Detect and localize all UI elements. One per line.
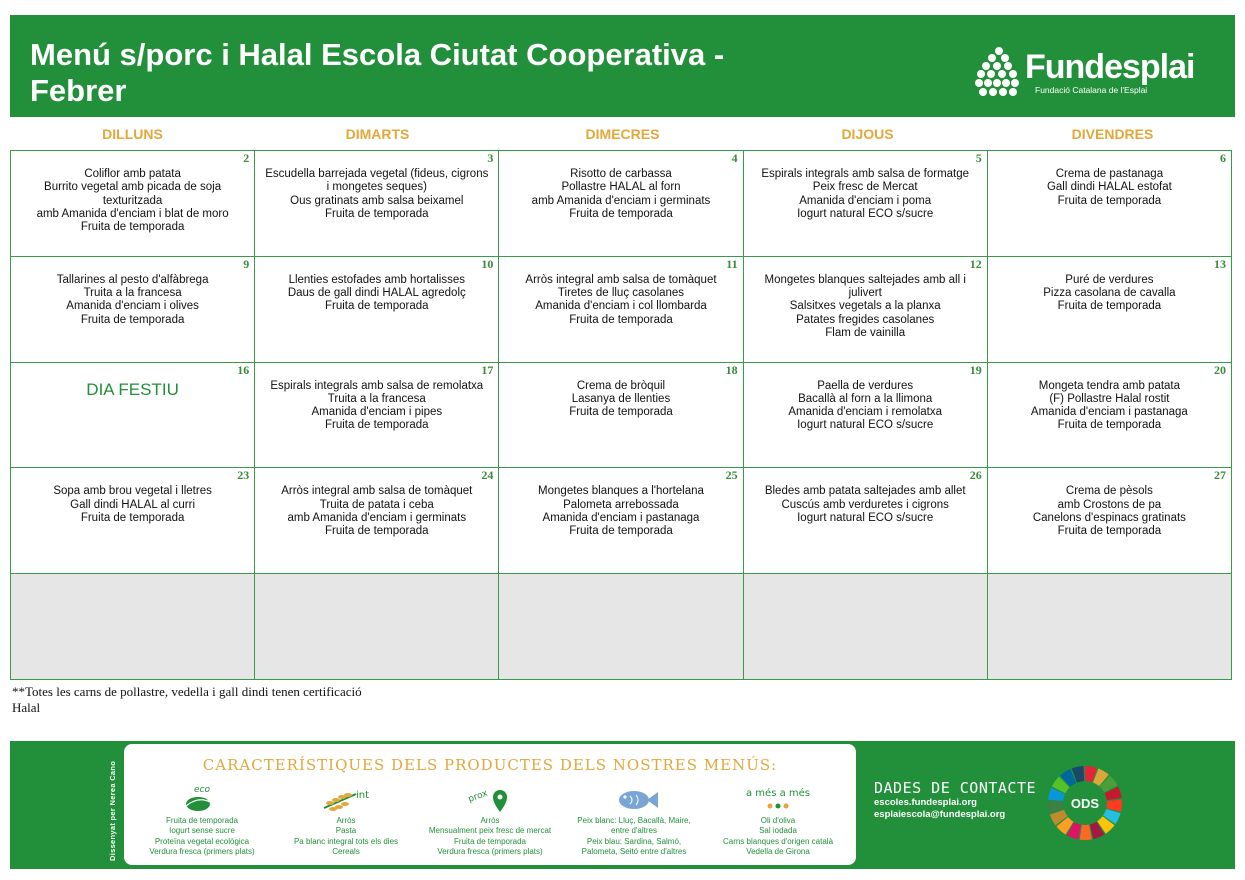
day-number: 23 [237,468,250,483]
menu-dish: Pizza casolana de cavalla [1043,287,1176,300]
day-number: 19 [969,362,982,377]
wheat-icon [274,782,418,816]
calendar-day-cell [988,363,1232,469]
footer-banner [10,741,1235,869]
calendar-day-cell [499,257,743,363]
menu-dish: Mongeta tendra amb patata [1038,379,1181,392]
menu-dish: Flam de vainilla [825,326,906,339]
menu-dish: amb Amanida d'enciam i blat de moro [36,207,229,220]
day-number: 20 [1213,362,1226,377]
menu-calendar [10,150,1232,680]
page-title [30,37,910,109]
menu-dish: Truita a la francesa [327,392,426,405]
calendar-day-cell [255,468,499,574]
menu-dish: Iogurt natural ECO s/sucre [797,419,934,432]
menu-dish: Escudella barrejada vegetal (fideus, cigrons [265,168,489,180]
menu-dish: Amanida d'enciam i pastanaga [1030,406,1188,419]
product-category-label: eco [194,785,210,795]
calendar-day-cell [499,363,743,469]
menu-dish: Palometa arrebossada [563,498,679,511]
fish-icon [562,782,706,816]
menu-dish: Mongetes blanques saltejades amb all i [764,273,966,286]
day-number: 26 [969,468,982,483]
menu-dish: Fruita de temporada [325,207,429,220]
product-list [418,816,562,857]
menu-dish: Iogurt natural ECO s/sucre [797,511,934,524]
calendar-day-cell [744,468,988,574]
menu-dish: Bledes amb patata saltejades amb allet [764,485,966,498]
products-panel [124,744,856,865]
product-item: Iogurt sense sucre [169,826,235,836]
product-item: Palometa, Seitó entre d'altres [581,846,687,856]
day-number: 5 [975,151,982,165]
menu-dish: Arròs integral amb salsa de tomàquet [525,273,717,286]
eco-icon [130,782,274,816]
products-columns [130,782,850,862]
menu-dish: Risotto de carbassa [570,168,672,180]
menu-dish: i mongetes seques) [326,181,427,194]
day-number: 3 [487,151,494,165]
menu-dish: Fruita de temporada [325,419,429,432]
menu-dish: Fruita de temporada [569,406,673,419]
menu-dish: Amanida d'enciam i col llombarda [535,300,707,313]
product-item: Fruita de temporada [453,836,527,846]
calendar-day-cell [11,257,255,363]
day-number: 16 [237,362,250,377]
menu-dish: Lasanya de llenties [571,392,671,405]
title-line-1: Menú s/porc i Halal Escola Ciutat Cooperativa - [30,37,725,72]
day-friday: DIVENDRES [1071,126,1154,142]
day-number: 9 [243,256,250,271]
menu-dish: Fruita de temporada [80,511,185,524]
menu-dish: Fruita de temporada [569,207,673,220]
product-list [562,816,706,857]
product-category [562,782,706,862]
product-item: Proteïna vegetal ecològica [154,836,250,846]
logo-subtitle: Fundació Catalana de l'Esplai [1035,85,1148,95]
menu-dish: Fruita de temporada [1057,525,1162,538]
menu-dish: Crema de bròquil [576,379,666,392]
menu-dish: Pollastre HALAL al forn [561,181,681,194]
menu-dish: Cuscús amb verduretes i cigrons [781,498,949,511]
plus-dots-icon [706,782,850,816]
day-monday: DILLUNS [102,126,163,142]
menu-dish: Fruita de temporada [325,525,429,538]
title-line-2: Febrer [30,73,127,108]
product-category [130,782,274,862]
day-number: 11 [726,256,738,271]
day-number: 17 [481,362,494,377]
product-item: Oli d'oliva [760,816,796,825]
weekday-header-row [10,125,1235,145]
menu-dish: amb Crostons de pa [1057,498,1162,511]
product-category [274,782,418,862]
calendar-day-cell [744,257,988,363]
product-item: Arròs [480,816,500,825]
products-panel-title: CARACTERÍSTIQUES DELS PRODUCTES DELS NOSTRES MENÚS: [202,756,778,774]
designer-credit: Dissenyat per Nerea Cano [108,760,117,861]
product-category-label: prox [467,788,490,805]
holiday-label: DIA FESTIU [86,379,179,399]
calendar-day-cell [255,257,499,363]
menu-dish: Fruita de temporada [569,313,673,326]
menu-dish: Tiretes de lluç casolanes [557,287,685,300]
menu-dish: Espirals integrals amb salsa de formatge [761,168,970,180]
menu-dish: Patates fregides casolanes [796,313,935,326]
menu-dish: Puré de verdures [1065,273,1154,286]
product-item: Vedella de Girona [746,846,810,856]
sdg-segment [1080,825,1092,840]
product-item: Pasta [335,826,357,836]
calendar-day-cell [988,257,1232,363]
fundesplai-logo [975,43,1205,103]
empty-day-cell [988,574,1232,680]
menu-dish: Iogurt natural ECO s/sucre [797,207,934,220]
sdg-wheel-icon [1047,765,1123,841]
menu-dish: Crema de pèsols [1065,485,1153,498]
contact-block [874,779,1036,821]
menu-dish: Coliflor amb patata [84,168,181,180]
product-item: Arròs [336,816,356,825]
menu-dish: Fruita de temporada [569,525,673,538]
menu-dish: Fruita de temporada [325,300,429,313]
menu-dish: Gall dindi HALAL al curri [70,498,196,511]
empty-day-cell [11,574,255,680]
empty-day-cell [255,574,499,680]
menu-dish: Salsitxes vegetals a la planxa [789,300,941,313]
menu-dish: Fruita de temporada [1057,300,1162,313]
location-pin-icon [418,782,562,816]
menu-dish: amb Amanida d'enciam i germinats [287,511,467,524]
day-number: 25 [725,468,738,483]
day-number: 6 [1219,151,1226,165]
product-item: entre d'altres [611,826,657,836]
calendar-day-cell [255,151,499,257]
product-item: Pa blanc integral tots els dies [293,836,399,846]
menu-dish: Amanida d'enciam i olives [66,300,199,313]
product-item: Peix blau: Sardina, Salmó, [586,836,682,846]
day-number: 4 [731,151,738,165]
calendar-day-cell [499,468,743,574]
day-number: 27 [1213,468,1226,483]
menu-dish: Peix fresc de Mercat [812,181,918,194]
product-category-label: a més a més [746,788,810,799]
menu-dish: Gall dindi HALAL estofat [1046,181,1172,194]
menu-dish: Amanida d'enciam i pastanaga [542,511,700,524]
product-item: Carns blanques d'origen català [722,836,834,846]
menu-dish: (F) Pollastre Halal rostit [1049,392,1170,405]
day-number: 24 [481,468,494,483]
menu-dish: texturitzada [102,194,163,207]
calendar-day-cell [744,363,988,469]
product-item: Fruita de temporada [165,816,239,825]
menu-dish: amb Amanida d'enciam i germinats [531,194,711,207]
header-banner [10,15,1235,117]
empty-day-cell [744,574,988,680]
logo-name: Fundesplai [1025,48,1195,86]
menu-dish: Sopa amb brou vegetal i lletres [53,485,212,498]
menu-dish: Llenties estofades amb hortalisses [288,273,465,286]
menu-dish: Mongetes blanques a l'hortelana [538,485,704,498]
day-number: 18 [725,362,738,377]
product-item: Cereals [332,846,360,856]
menu-dish: Amanida d'enciam i pipes [311,406,443,419]
menu-dish: Truita de patata i ceba [319,498,434,511]
menu-dish: Espirals integrals amb salsa de remolatxa [270,379,484,392]
menu-dish: Canelons d'espinacs gratinats [1032,511,1186,524]
menu-dish: Crema de pastanaga [1055,168,1164,180]
menu-dish: Fruita de temporada [80,221,185,234]
product-item: Verdura fresca (primers plats) [149,846,255,856]
product-item: Sal iodada [759,826,797,836]
day-wednesday: DIMECRES [585,126,660,142]
day-thursday: DIJOUS [841,126,894,142]
menu-dish: Bacallà al forn a la llimona [798,392,933,405]
grape-logo-icon [975,45,1023,101]
calendar-day-cell [499,151,743,257]
day-number: 12 [969,256,982,271]
calendar-day-cell [11,468,255,574]
calendar-day-cell [11,363,255,469]
calendar-day-cell [11,151,255,257]
product-category [418,782,562,862]
product-item: Mensualment peix fresc de mercat [428,826,552,836]
contact-title: DADES DE CONTACTE [874,779,1037,797]
day-number: 10 [481,256,494,271]
product-item: Peix blanc: Lluç, Bacallà, Maire, [577,816,691,825]
menu-dish: Truita a la francesa [83,287,182,300]
menu-dish: Fruita de temporada [1057,194,1162,207]
calendar-day-cell [988,151,1232,257]
day-number: 2 [243,151,250,165]
product-category [706,782,850,862]
menu-dish: Arròs integral amb salsa de tomàquet [281,485,473,498]
day-number: 13 [1213,256,1226,271]
menu-dish: Ous gratinats amb salsa beixamel [290,194,464,207]
product-category-label: int [356,790,370,801]
menu-dish: Paella de verdures [817,379,914,392]
menu-dish: Amanida d'enciam i remolatxa [788,406,943,419]
calendar-day-cell [744,151,988,257]
calendar-day-cell [988,468,1232,574]
product-list [274,816,418,857]
empty-day-cell [499,574,743,680]
menu-dish: Amanida d'enciam i poma [799,194,932,207]
product-item: Verdura fresca (primers plats) [437,846,543,856]
product-list [130,816,274,857]
menu-dish: Fruita de temporada [80,313,185,326]
menu-dish: julivert [848,287,882,300]
menu-dish: Burrito vegetal amb picada de soja [44,181,222,194]
day-tuesday: DIMARTS [345,126,410,142]
menu-dish: Fruita de temporada [1057,419,1162,432]
contact-web: escoles.fundesplai.org [874,797,977,808]
menu-dish: Daus de gall dindi HALAL agredolç [287,287,466,300]
halal-note: **Totes les carns de pollastre, vedella i gall dindi tenen certificació Halal [12,684,362,715]
calendar-day-cell [255,363,499,469]
product-list [706,816,850,857]
contact-email: esplaiescola@fundesplai.org [874,809,1006,820]
menu-dish: Tallarines al pesto d'alfàbrega [56,273,209,286]
sdg-label: ODS [1070,796,1100,811]
